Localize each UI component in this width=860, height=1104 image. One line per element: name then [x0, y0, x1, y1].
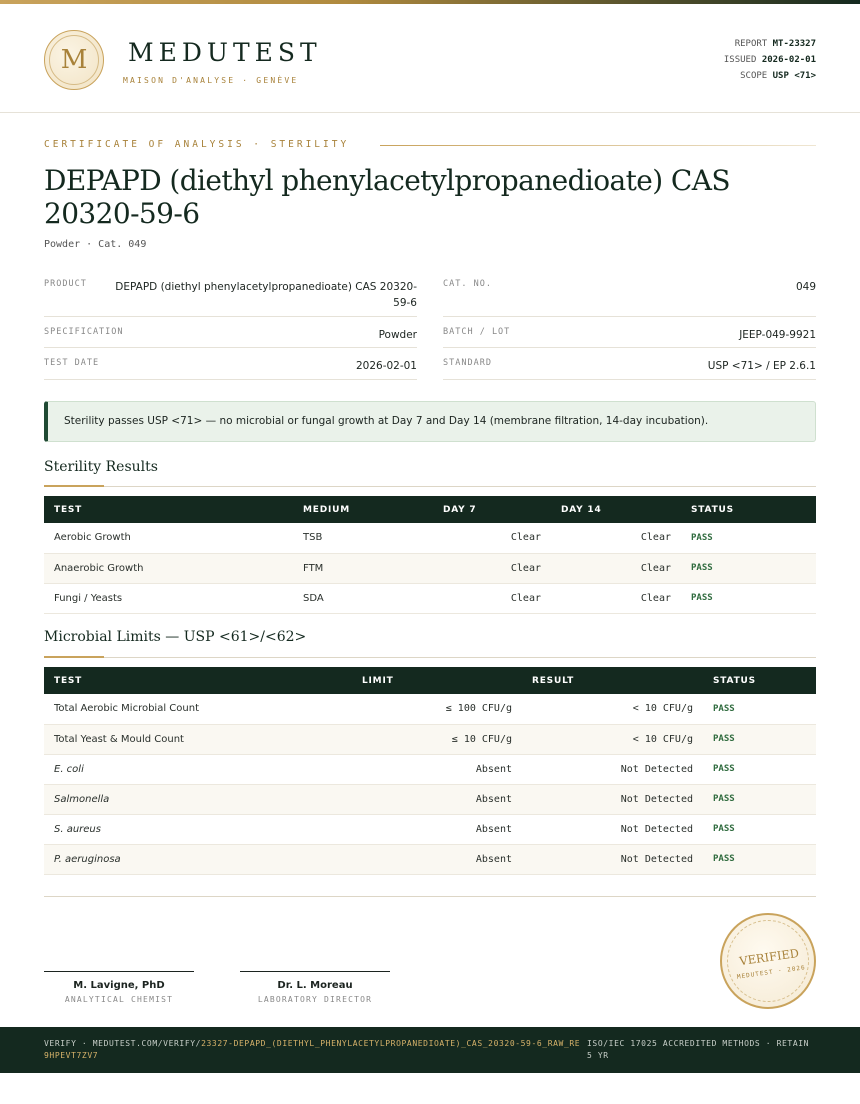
cell-test: E. coli [44, 754, 352, 784]
cell-medium: SDA [293, 583, 433, 613]
info-standard-label: STANDARD [443, 358, 492, 368]
microbial-table [44, 667, 816, 875]
table-row [44, 784, 816, 814]
status-badge: PASS [703, 724, 816, 754]
section-label: CERTIFICATE OF ANALYSIS · STERILITY [44, 139, 350, 150]
cell-result: < 10 CFU/g [522, 694, 703, 724]
status-badge: PASS [703, 754, 816, 784]
info-catno-label: CAT. NO. [443, 279, 492, 289]
info-spec-value: Powder [378, 329, 417, 341]
info-standard [443, 358, 816, 380]
cell-result: Not Detected [522, 784, 703, 814]
table-row [44, 523, 816, 553]
status-badge: PASS [703, 694, 816, 724]
callout-text: Sterility passes USP <71> — no microbial or fungal growth at Day 7 and Day 14 (membrane filtration, 14-day incubation). [64, 415, 709, 427]
info-testdate [44, 358, 417, 380]
cell-limit: Absent [352, 844, 522, 874]
cell-medium: TSB [293, 523, 433, 553]
col-test: TEST [44, 667, 352, 694]
signature-name: M. Lavigne, PhD [73, 980, 165, 991]
info-product [44, 279, 417, 317]
info-spec [44, 327, 417, 348]
verify-link-block [44, 1038, 584, 1062]
col-result: RESULT [522, 667, 703, 694]
cell-limit: ≤ 10 CFU/g [352, 724, 522, 754]
signature-name: Dr. L. Moreau [277, 980, 353, 991]
report-label: REPORT [734, 39, 768, 49]
cell-test: Fungi / Yeasts [44, 583, 293, 613]
sterility-rule [44, 486, 816, 487]
signature-director [240, 971, 390, 1004]
col-status: STATUS [681, 496, 816, 523]
report-header [0, 4, 860, 113]
status-badge: PASS [681, 553, 816, 583]
sterility-heading: Sterility Results [44, 459, 158, 475]
brand-tagline: MAISON D'ANALYSE · GENÈVE [123, 76, 299, 85]
info-testdate-label: TEST DATE [44, 358, 100, 368]
table-row [44, 754, 816, 784]
signature-role: LABORATORY DIRECTOR [257, 995, 373, 1004]
cell-result: < 10 CFU/g [522, 724, 703, 754]
cell-result: Not Detected [522, 844, 703, 874]
cell-result: Not Detected [522, 814, 703, 844]
col-day14: DAY 14 [551, 496, 681, 523]
status-badge: PASS [703, 784, 816, 814]
signature-divider [44, 896, 816, 897]
col-day7: DAY 7 [433, 496, 551, 523]
issued-label: ISSUED [723, 55, 757, 65]
brand-logo [44, 30, 104, 90]
status-badge: PASS [703, 814, 816, 844]
info-spec-label: SPECIFICATION [44, 327, 124, 337]
accreditation-note: ISO/IEC 17025 ACCREDITED METHODS · RETAIN 5 YR [587, 1039, 810, 1060]
microbial-heading: Microbial Limits — USP <61>/<62> [44, 629, 307, 645]
info-standard-value: USP <71> / EP 2.6.1 [707, 360, 816, 372]
cell-day7: Clear [433, 583, 551, 613]
info-catno-value: 049 [795, 281, 816, 293]
cell-day14: Clear [551, 553, 681, 583]
cell-day14: Clear [551, 523, 681, 553]
logo-letter: M [60, 45, 88, 75]
cell-test: Salmonella [44, 784, 352, 814]
info-batch [443, 327, 816, 348]
cell-test: Total Yeast & Mould Count [44, 724, 352, 754]
col-status: STATUS [703, 667, 816, 694]
cell-medium: FTM [293, 553, 433, 583]
table-row [44, 694, 816, 724]
cell-test: S. aureus [44, 814, 352, 844]
report-number: MT-23327 [772, 39, 816, 49]
verify-prefix: VERIFY · MEDUTEST.COM/VERIFY/ [44, 1039, 202, 1048]
cell-limit: Absent [352, 754, 522, 784]
cell-day7: Clear [433, 523, 551, 553]
cell-test: Total Aerobic Microbial Count [44, 694, 352, 724]
signature-analyst [44, 971, 194, 1004]
sterility-header-row [44, 496, 816, 523]
report-meta [724, 36, 816, 84]
result-callout [44, 401, 816, 442]
table-row [44, 814, 816, 844]
page-subtitle: Powder · Cat. 049 [44, 239, 147, 250]
cell-day14: Clear [551, 583, 681, 613]
info-catno [443, 279, 816, 317]
status-badge: PASS [703, 844, 816, 874]
microbial-header-row [44, 667, 816, 694]
cell-result: Not Detected [522, 754, 703, 784]
status-badge: PASS [681, 583, 816, 613]
info-product-label: PRODUCT [44, 279, 87, 289]
cell-test: Anaerobic Growth [44, 553, 293, 583]
col-medium: MEDIUM [293, 496, 433, 523]
table-row [44, 553, 816, 583]
table-row [44, 583, 816, 613]
cell-limit: Absent [352, 814, 522, 844]
scope-label: SCOPE [740, 71, 768, 81]
cell-day7: Clear [433, 553, 551, 583]
issued-date: 2026-02-01 [761, 55, 816, 65]
cell-test: Aerobic Growth [44, 523, 293, 553]
seal-graphic [722, 915, 818, 1011]
sterility-table [44, 496, 816, 614]
cell-limit: ≤ 100 CFU/g [352, 694, 522, 724]
table-row [44, 844, 816, 874]
cell-limit: Absent [352, 784, 522, 814]
scope-value: USP <71> [772, 71, 816, 81]
col-limit: LIMIT [352, 667, 522, 694]
status-badge: PASS [681, 523, 816, 553]
info-testdate-value: 2026-02-01 [355, 360, 417, 372]
sterility-accent [44, 485, 104, 487]
cell-test: P. aeruginosa [44, 844, 352, 874]
info-product-value: DEPAPD (diethyl phenylacetylpropanedioate) CAS 20320-59-6 [115, 281, 417, 309]
microbial-accent [44, 656, 104, 658]
verify-code[interactable]: 23327-DEPAPD_(DIETHYL_PHENYLACETYLPROPANEDIOATE)_CAS_20320-59-6_RAW_RE9HPEVT7ZV7 [44, 1039, 581, 1060]
page-title: DEPAPD (diethyl phenylacetylpropanedioate) CAS 20320-59-6 [44, 164, 730, 230]
col-test: TEST [44, 496, 293, 523]
table-row [44, 724, 816, 754]
seal-main-text: VERIFIED [738, 945, 800, 969]
info-batch-label: BATCH / LOT [443, 327, 511, 337]
verified-seal [720, 913, 816, 1009]
microbial-rule [44, 657, 816, 658]
seal-sub-text: MEDUTEST · 2026 [736, 964, 807, 981]
verification-footer [0, 1027, 860, 1073]
section-rule [380, 145, 816, 146]
brand-name: MEDUTEST [128, 38, 322, 67]
info-batch-value: JEEP-049-9921 [739, 329, 816, 341]
signature-role: ANALYTICAL CHEMIST [64, 995, 174, 1004]
